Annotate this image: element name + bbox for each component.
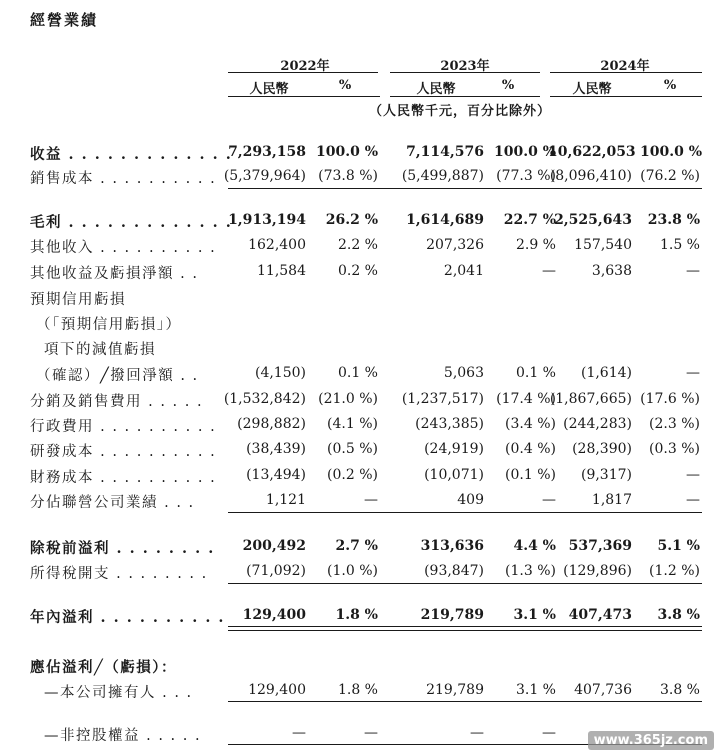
cell-2022-percent: 1.8 % (337, 682, 378, 698)
cell-2022-amount: (5,379,964) (223, 168, 306, 184)
row-label: 收益 . . . . . . . . . . . . . (30, 146, 233, 163)
cell-2024-amount: (129,896) (563, 563, 632, 579)
cell-2023-amount: (24,919) (424, 441, 484, 457)
cell-2024-percent: 23.8 % (647, 212, 700, 228)
section-title: 經營業績 (30, 11, 99, 29)
cell-2022-amount: 1,913,194 (228, 212, 306, 228)
table-row (0, 260, 720, 282)
cell-2022-percent: (1.0 %) (327, 563, 378, 579)
subtotal-rule (228, 512, 702, 513)
table-row (0, 413, 720, 435)
year-underline-2024 (550, 72, 702, 73)
cell-2024-percent: (76.2 %) (640, 168, 700, 184)
cell-2022-amount: 129,400 (248, 682, 306, 698)
year-header-2024: 2024年 (600, 59, 650, 74)
cell-2024-percent: 3.8 % (659, 682, 700, 698)
row-label: 除稅前溢利 . . . . . . . . (30, 540, 215, 557)
cell-2024-amount: (244,283) (563, 416, 632, 432)
cell-2024-amount: 2,525,643 (554, 212, 632, 228)
row-label: 其他收益及虧損淨額 . . (30, 266, 199, 282)
table-row (0, 234, 720, 256)
year-header-2023: 2023年 (440, 59, 490, 74)
cell-2022-amount: (1,532,842) (223, 391, 306, 407)
cell-2023-amount: — (470, 725, 484, 741)
watermark: www.365jz.com (588, 731, 714, 750)
cell-2022-amount: (38,439) (246, 441, 306, 457)
table-row (0, 336, 720, 358)
cell-2023-percent: (17.4 %) (496, 391, 556, 407)
col-header-underline (228, 96, 380, 97)
table-row (0, 438, 720, 460)
table-row (0, 362, 720, 384)
table-row (0, 311, 720, 333)
cell-2024-percent: — (686, 365, 700, 381)
row-label: 財務成本 . . . . . . . . . . (30, 470, 217, 486)
cell-2024-percent: (0.3 %) (649, 441, 700, 457)
cell-2022-percent: 0.2 % (337, 263, 378, 279)
cell-2024-amount: (28,390) (572, 441, 632, 457)
table-row (0, 464, 720, 486)
cell-2024-amount: (1,614) (580, 365, 632, 381)
cell-2023-amount: 409 (457, 492, 484, 508)
cell-2024-amount: 3,638 (591, 263, 632, 279)
cell-2023-percent: — (542, 263, 556, 279)
cell-2023-percent: 22.7 % (503, 212, 556, 228)
cell-2022-amount: — (292, 725, 306, 741)
cell-2022-amount: (4,150) (254, 365, 306, 381)
cell-2022-percent: 26.2 % (325, 212, 378, 228)
cell-2023-amount: 2,041 (443, 263, 484, 279)
row-label: 項下的減值虧損 (44, 342, 156, 358)
row-label: 其他收入 . . . . . . . . . . (30, 240, 217, 256)
table-row (0, 679, 720, 701)
cell-2024-amount: (1,867,665) (549, 391, 632, 407)
year-underline-2023 (390, 72, 540, 73)
cell-2023-percent: (0.1 %) (505, 467, 556, 483)
cell-2022-amount: 7,293,158 (228, 144, 306, 160)
cell-2024-percent: (2.3 %) (649, 416, 700, 432)
row-label: 毛利 . . . . . . . . . . . . . (30, 214, 233, 231)
cell-2022-percent: 100.0 % (315, 144, 378, 160)
cell-2024-amount: (9,317) (580, 467, 632, 483)
cell-2023-percent: — (542, 725, 556, 741)
cell-2023-percent: (1.3 %) (505, 563, 556, 579)
cell-2024-percent: — (686, 467, 700, 483)
cell-2024-amount: 407,736 (574, 682, 632, 698)
cell-2022-percent: — (364, 492, 378, 508)
cell-2024-amount: 10,622,053 (548, 144, 636, 160)
cell-2023-amount: (1,237,517) (401, 391, 484, 407)
row-label: 分銷及銷售費用 . . . . . (30, 394, 204, 410)
row-label: 應佔溢利╱（虧損）： (30, 659, 177, 676)
cell-2022-amount: 129,400 (242, 607, 306, 623)
cell-2022-percent: (73.8 %) (318, 168, 378, 184)
cell-2023-amount: 219,789 (420, 607, 484, 623)
col-header-currency-2024: 人民幣 (572, 82, 612, 97)
row-label: —非控股權益 . . . . . (44, 728, 202, 744)
cell-2024-amount: (8,096,410) (549, 168, 632, 184)
cell-2024-percent: — (686, 492, 700, 508)
cell-2022-percent: — (364, 725, 378, 741)
cell-2022-amount: (13,494) (246, 467, 306, 483)
cell-2023-percent: (0.4 %) (505, 441, 556, 457)
table-row (0, 604, 720, 626)
cell-2023-percent: 0.1 % (515, 365, 556, 381)
cell-2024-percent: 3.8 % (657, 607, 700, 623)
cell-2023-percent: 2.9 % (515, 237, 556, 253)
cell-2022-percent: (0.2 %) (327, 467, 378, 483)
cell-2022-percent: 2.2 % (337, 237, 378, 253)
col-header-currency-2023: 人民幣 (416, 82, 456, 97)
cell-2023-percent: (77.3 %) (496, 168, 556, 184)
cell-2023-amount: 7,114,576 (406, 144, 484, 160)
col-header-percent-2024: % (663, 78, 677, 93)
cell-2024-amount: 407,473 (568, 607, 632, 623)
cell-2024-amount: 537,369 (568, 538, 632, 554)
cell-2022-amount: 162,400 (248, 237, 306, 253)
cell-2023-amount: (10,071) (424, 467, 484, 483)
cell-2023-amount: 219,789 (426, 682, 484, 698)
table-row (0, 165, 720, 187)
unit-note: （人民幣千元，百分比除外） (368, 104, 551, 119)
cell-2022-percent: 2.7 % (335, 538, 378, 554)
col-header-percent-2023: % (501, 78, 515, 93)
cell-2024-percent: 1.5 % (659, 237, 700, 253)
subtotal-rule (228, 701, 702, 702)
cell-2024-percent: (1.2 %) (649, 563, 700, 579)
row-label: 分佔聯營公司業績 . . . (30, 495, 195, 511)
cell-2022-percent: 0.1 % (337, 365, 378, 381)
subtotal-rule (228, 583, 702, 584)
cell-2022-percent: (0.5 %) (327, 441, 378, 457)
total-double-rule (228, 626, 702, 631)
cell-2024-percent: (17.6 %) (640, 391, 700, 407)
cell-2024-amount: 157,540 (574, 237, 632, 253)
cell-2022-percent: (21.0 %) (318, 391, 378, 407)
col-header-percent-2022: % (338, 78, 352, 93)
table-row (0, 560, 720, 582)
col-header-currency-2022: 人民幣 (249, 82, 289, 97)
row-label: —本公司擁有人 . . . (44, 685, 193, 701)
table-row (0, 654, 720, 676)
table-row (0, 286, 720, 308)
cell-2022-amount: (71,092) (246, 563, 306, 579)
col-header-underline (550, 96, 702, 97)
year-underline-2022 (228, 72, 378, 73)
table-row (0, 141, 720, 163)
table-row (0, 535, 720, 557)
cell-2023-percent: (3.4 %) (505, 416, 556, 432)
row-label: （確認）╱撥回淨額 . . (36, 368, 199, 384)
row-label: （「預期信用虧損」） (36, 317, 182, 333)
cell-2023-amount: 1,614,689 (406, 212, 484, 228)
cell-2023-amount: (243,385) (415, 416, 484, 432)
cell-2023-percent: 100.0 % (493, 144, 556, 160)
col-header-underline (390, 96, 540, 97)
table-row (0, 209, 720, 231)
row-label: 所得稅開支 . . . . . . . . (30, 566, 208, 582)
cell-2023-percent: 4.4 % (513, 538, 556, 554)
table-row (0, 489, 720, 511)
cell-2023-amount: (93,847) (424, 563, 484, 579)
cell-2024-percent: — (686, 263, 700, 279)
cell-2024-percent: 100.0 % (640, 144, 703, 160)
cell-2023-amount: 5,063 (443, 365, 484, 381)
row-label: 行政費用 . . . . . . . . . . (30, 419, 217, 435)
cell-2022-percent: 1.8 % (335, 607, 378, 623)
cell-2023-amount: 313,636 (420, 538, 484, 554)
cell-2023-amount: (5,499,887) (401, 168, 484, 184)
cell-2022-amount: 1,121 (265, 492, 306, 508)
cell-2022-amount: 11,584 (257, 263, 306, 279)
cell-2023-amount: 207,326 (426, 237, 484, 253)
row-label: 銷售成本 . . . . . . . . . . (30, 171, 217, 187)
cell-2023-percent: 3.1 % (515, 682, 556, 698)
cell-2024-amount: 1,817 (591, 492, 632, 508)
subtotal-rule (228, 188, 702, 189)
cell-2022-percent: (4.1 %) (327, 416, 378, 432)
row-label: 研發成本 . . . . . . . . . . (30, 444, 217, 460)
cell-2024-percent: 5.1 % (657, 538, 700, 554)
cell-2023-percent: — (542, 492, 556, 508)
cell-2022-amount: 200,492 (242, 538, 306, 554)
cell-2022-amount: (298,882) (237, 416, 306, 432)
cell-2023-percent: 3.1 % (513, 607, 556, 623)
row-label: 預期信用虧損 (30, 292, 126, 308)
year-header-2022: 2022年 (280, 59, 330, 74)
table-row (0, 388, 720, 410)
row-label: 年內溢利 . . . . . . . . . . (30, 609, 225, 626)
